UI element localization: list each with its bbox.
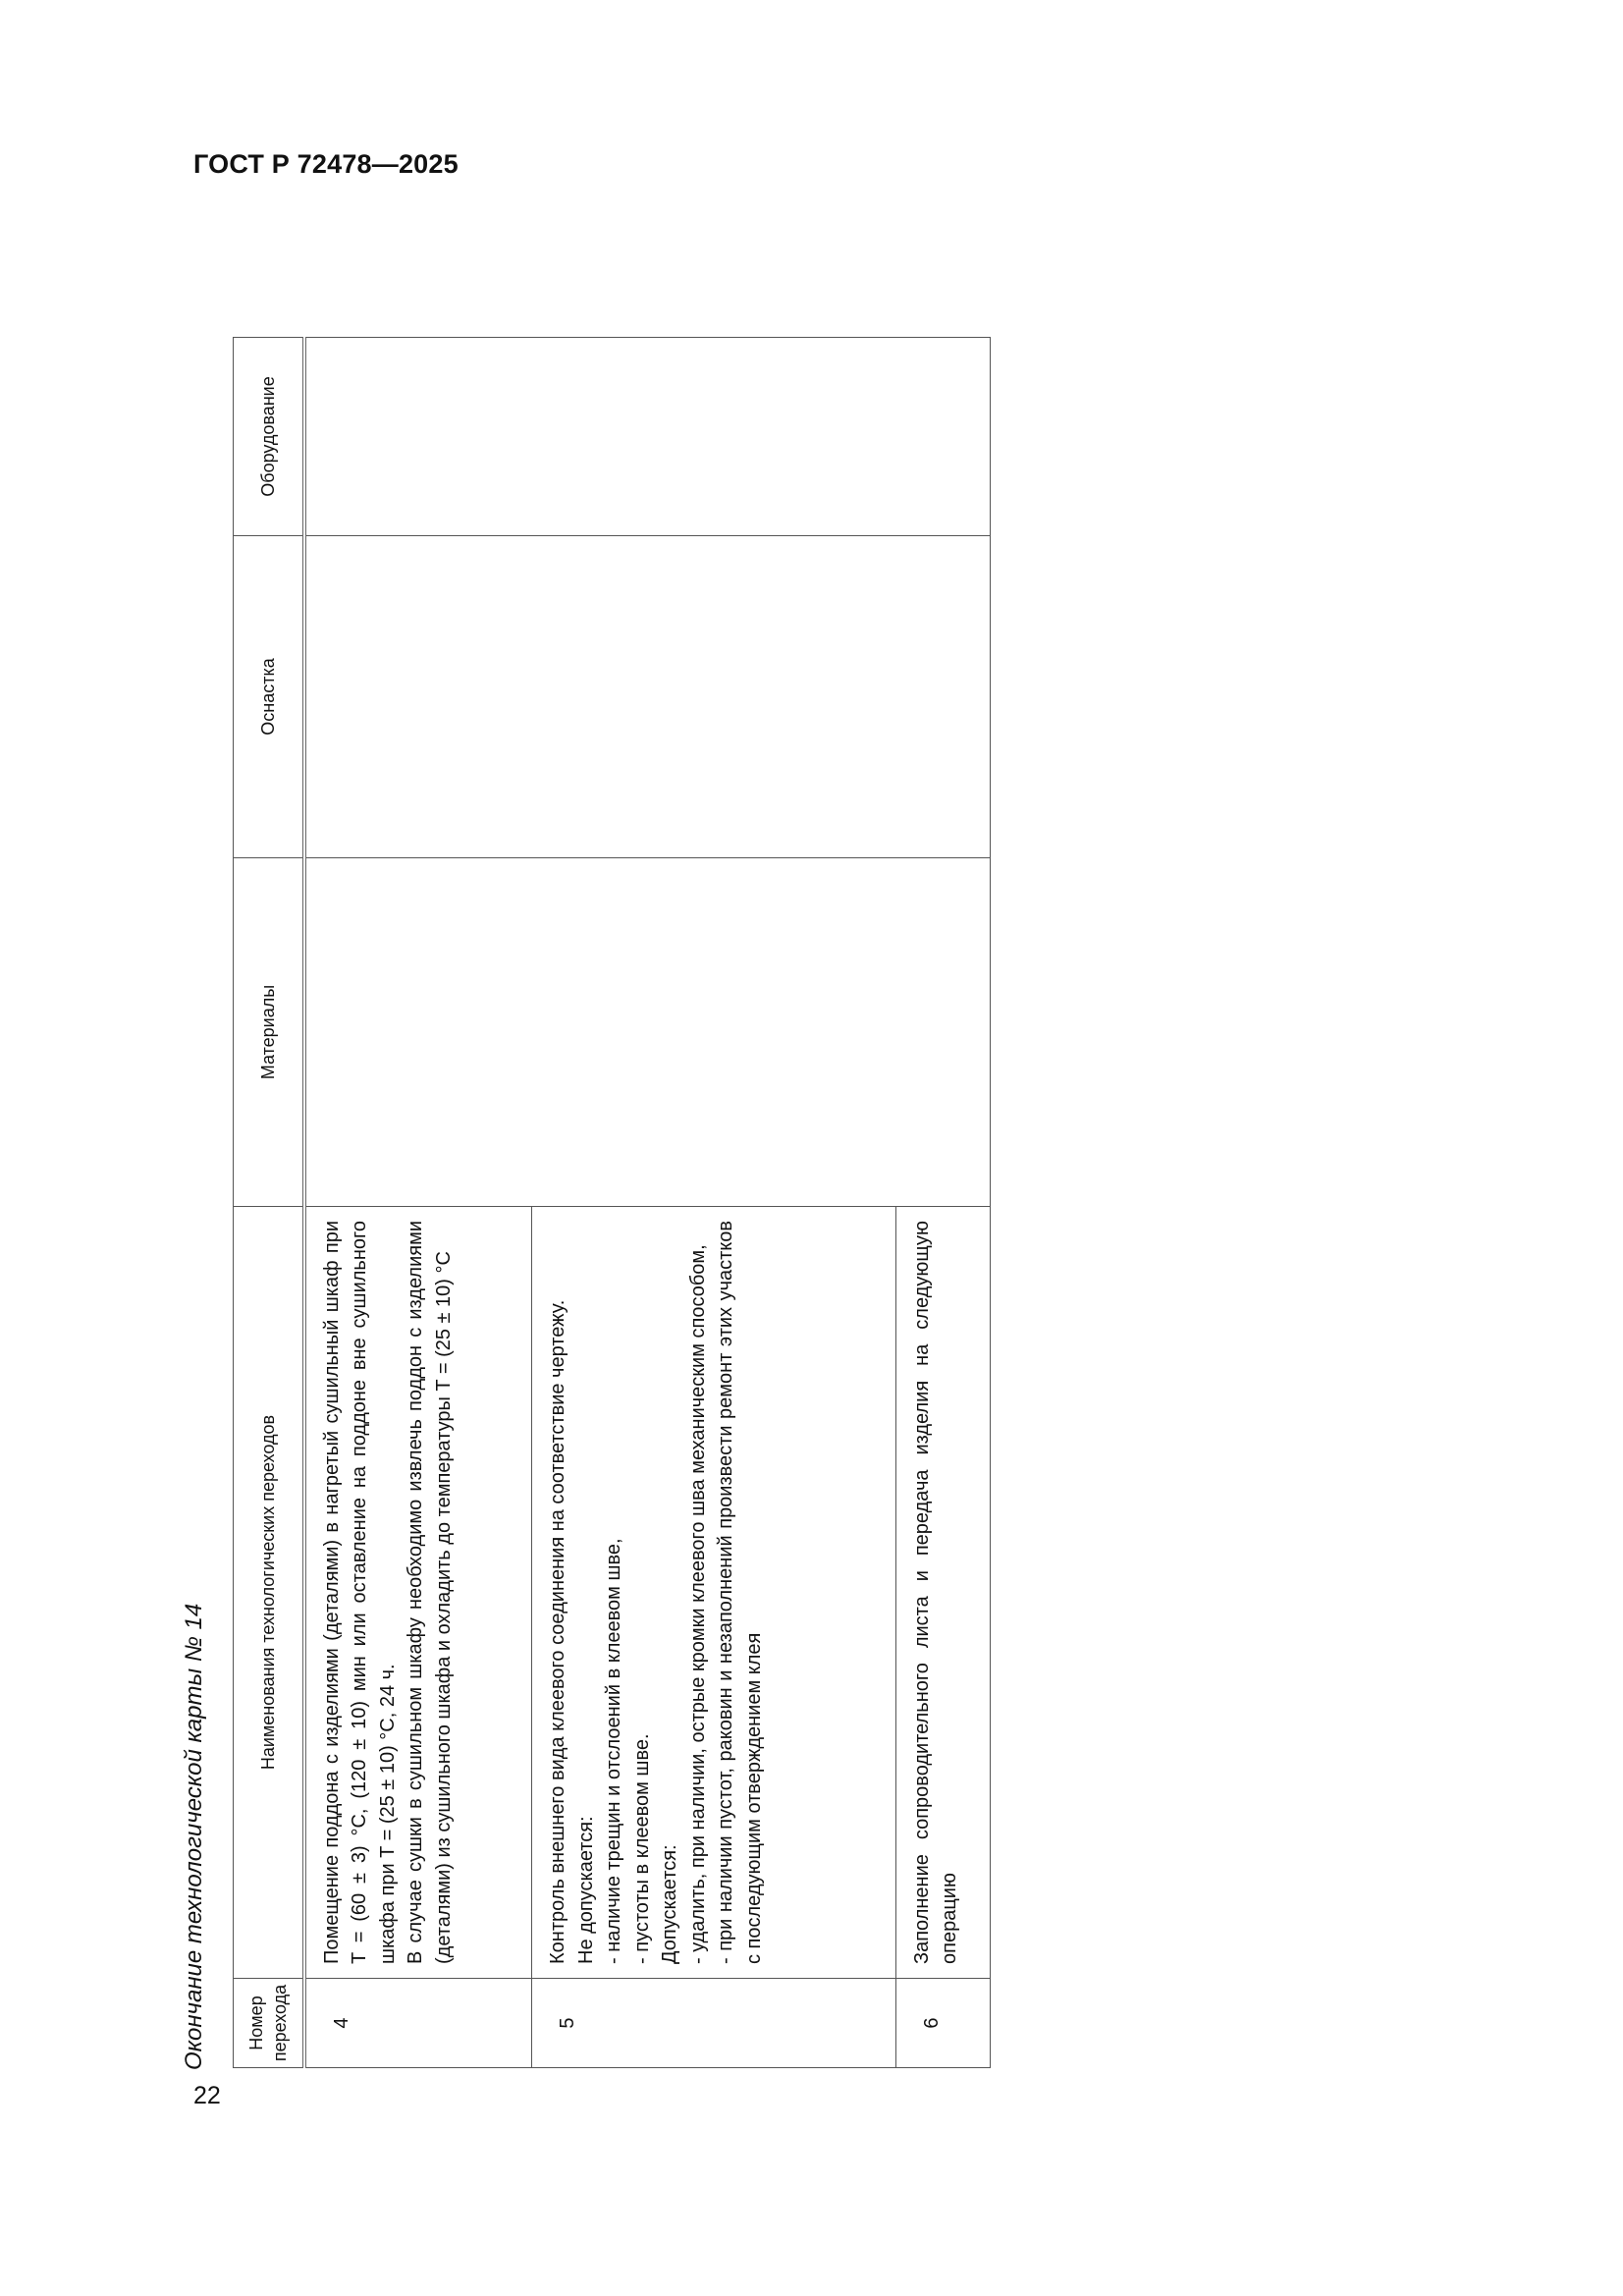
row-number: 5	[532, 1979, 896, 2068]
description-line: - наличие трещин и отслоений в клеевом шве,	[603, 1538, 625, 1964]
row-number: 6	[895, 1979, 990, 2068]
page-number: 22	[193, 2082, 221, 2109]
table-row	[304, 338, 532, 2068]
equipment-cell	[304, 338, 991, 536]
description-line: - при наличии пустот, раковин и незаполнений произвести ремонт этих участков с последующим отверждением клея	[715, 1221, 765, 1964]
operation-description	[304, 1207, 532, 1979]
description-line: Помещение поддона с изделиями (деталями) в нагретый сушильный шкаф при T = (60 ± 3) °C, (120 ± 10) мин или оставление на поддоне вне сушильного шкафа при T = (25 ± 10) °C, 24 ч.	[320, 1221, 399, 1964]
description-line: Допускается:	[659, 1844, 681, 1964]
description-line: - удалить, при наличии, острые кромки клеевого шва механическим способом,	[686, 1244, 709, 1964]
column-header-equipment: Оборудование	[234, 338, 304, 536]
description-line: - пустоты в клеевом шве.	[630, 1733, 653, 1964]
column-header-number: Номер перехода	[234, 1979, 304, 2068]
row-number: 4	[304, 1979, 532, 2068]
description-line: Не допускается:	[574, 1816, 597, 1964]
operation-description	[532, 1207, 896, 1979]
document-header: ГОСТ Р 72478—2025	[193, 149, 459, 179]
tooling-cell	[304, 536, 991, 858]
description-line: Контроль внешнего вида клеевого соединения на соответствие чертежу.	[547, 1299, 569, 1964]
operation-description	[895, 1207, 990, 1979]
column-header-operations: Наименования технологических переходов	[234, 1207, 304, 1979]
column-header-tooling: Оснастка	[234, 536, 304, 858]
table-caption: Окончание технологической карты № 14	[181, 1603, 207, 2070]
rotated-table-block	[177, 0, 1178, 2090]
table-header-row	[234, 338, 304, 2068]
column-header-materials: Материалы	[234, 858, 304, 1207]
description-line: В случае сушки в сушильном шкафу необходимо извлечь поддон с изделиями (деталями) из сушильного шкафа и охладить до температуры T = (25 ± 10) °C	[405, 1221, 455, 1964]
description-line: Заполнение сопроводительного листа и передача изделия на следующую операцию	[910, 1221, 961, 1964]
technological-card-table	[233, 337, 991, 2068]
materials-cell	[304, 858, 991, 1207]
